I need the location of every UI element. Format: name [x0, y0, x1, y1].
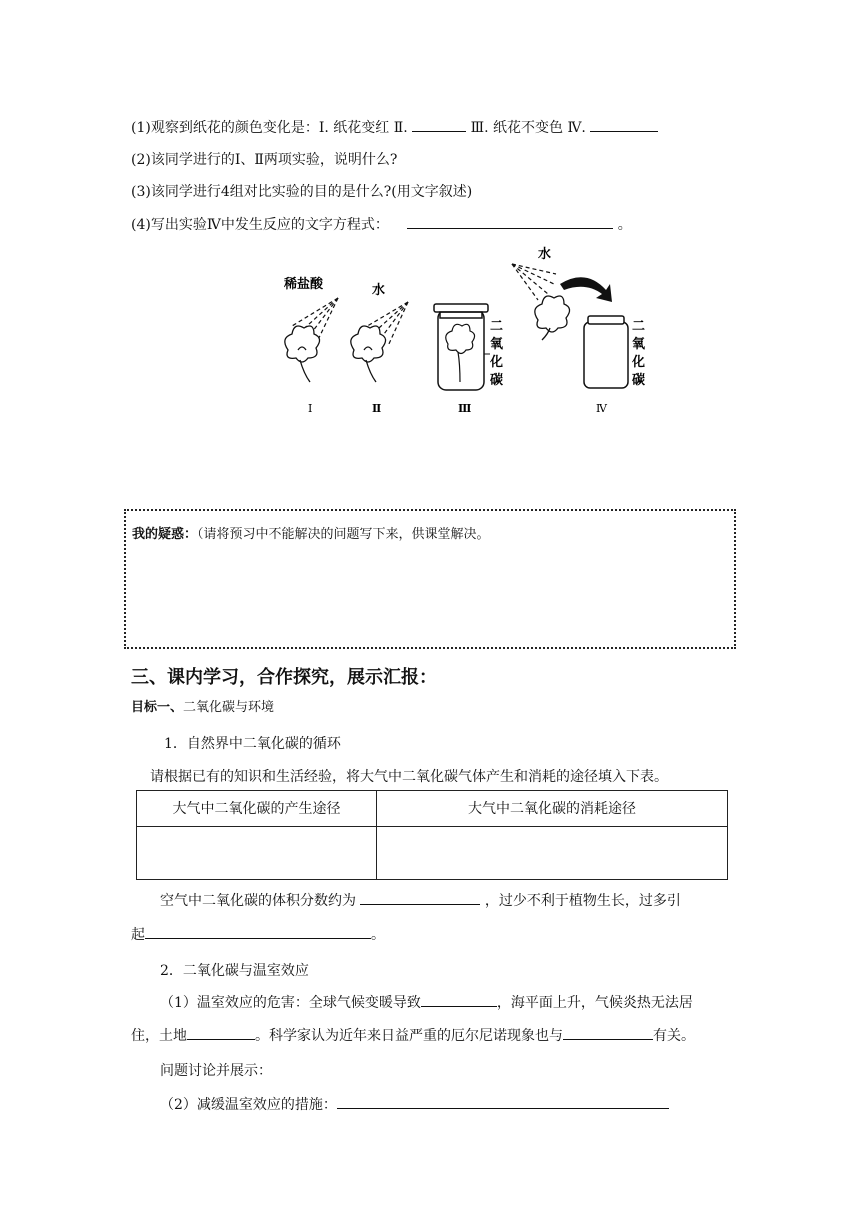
para-text: 起	[131, 927, 145, 943]
goal-label: 目标一、	[131, 700, 184, 715]
gas-char: 二	[490, 319, 504, 334]
measures-line	[160, 1094, 669, 1114]
doubt-title: 我的疑惑：	[132, 527, 198, 542]
answer-blank[interactable]	[412, 117, 466, 132]
harm-text: ，海平面上升，气候炎热无法居	[496, 995, 693, 1011]
paper-flower-4	[535, 296, 570, 340]
answer-blank[interactable]	[360, 890, 480, 905]
label-water-1: 水	[372, 283, 386, 298]
doubt-text: （请将预习中不能解决的问题写下来，供课堂解决。	[197, 527, 490, 542]
question-1-text-a: (1)观察到纸花的颜色变化是：Ⅰ. 纸花变红 Ⅱ.	[131, 120, 408, 136]
answer-blank[interactable]	[337, 1094, 669, 1109]
paper-flower-2	[351, 326, 386, 382]
roman-3: Ⅲ	[458, 402, 472, 415]
roman-4: Ⅳ	[596, 402, 607, 415]
para-1-line-1	[160, 890, 681, 910]
gas-char: 碳	[632, 373, 646, 388]
paper-flower-1	[285, 326, 320, 382]
discussion: 问题讨论并展示：	[160, 1063, 272, 1079]
harm-text: （1）温室效应的危害：全球气候变暖导致	[160, 995, 421, 1011]
doubt-line	[132, 523, 490, 542]
answer-blank[interactable]	[421, 992, 497, 1007]
answer-blank[interactable]	[563, 1025, 653, 1040]
para-text: ，过少不利于植物生长，过多引	[484, 893, 681, 909]
table-header-produce: 大气中二氧化碳的产生途径	[137, 791, 377, 827]
harm-text: 。科学家认为近年来日益严重的厄尔尼诺现象也与	[255, 1028, 563, 1044]
question-3: (3)该同学进行4组对比实验的目的是什么?(用文字叙述)	[131, 184, 473, 200]
goal-text: 二氧化碳与环境	[183, 700, 275, 715]
harm-line-1	[160, 992, 693, 1012]
question-1	[131, 117, 658, 137]
co2-table	[136, 790, 728, 880]
para-text: 。	[371, 927, 385, 943]
para-text: 空气中二氧化碳的体积分数约为	[160, 893, 356, 909]
gas-jar-2	[584, 316, 628, 388]
answer-blank[interactable]	[407, 214, 613, 229]
label-acid: 稀盐酸	[284, 277, 324, 292]
harm-line-2	[131, 1025, 695, 1045]
gas-label-1	[489, 319, 504, 388]
label-water-2: 水	[538, 247, 552, 262]
gas-char: 化	[632, 355, 646, 370]
item-2: 2．二氧化碳与温室效应	[160, 963, 309, 979]
gas-char: 化	[490, 355, 504, 370]
gas-char: 二	[632, 319, 646, 334]
table-header-consume: 大气中二氧化碳的消耗途径	[377, 791, 727, 827]
harm-text: 有关。	[653, 1028, 695, 1044]
experiment-figure	[268, 240, 658, 430]
answer-blank[interactable]	[187, 1025, 255, 1040]
measures-text: （2）减缓温室效应的措施：	[160, 1097, 337, 1113]
roman-1: Ⅰ	[308, 402, 313, 415]
spray-lines-3	[512, 264, 556, 300]
table-cell-produce[interactable]	[137, 827, 377, 879]
question-4-end: 。	[617, 217, 632, 233]
goal-one	[131, 696, 274, 715]
arrow-icon	[560, 277, 612, 302]
answer-blank[interactable]	[590, 117, 658, 132]
para-1-line-2	[131, 924, 385, 944]
table-instruction: 请根据已有的知识和生活经验，将大气中二氧化碳气体产生和消耗的途径填入下表。	[150, 769, 668, 785]
answer-blank[interactable]	[145, 924, 371, 939]
question-4-text: (4)写出实验Ⅳ中发生反应的文字方程式：	[131, 217, 389, 233]
doubt-box[interactable]	[124, 509, 736, 649]
item-1: 1．自然界中二氧化碳的循环	[164, 736, 341, 752]
question-1-text-b: Ⅲ. 纸花不变色 Ⅳ.	[470, 120, 586, 136]
section-heading: 三、课内学习，合作探究，展示汇报：	[131, 667, 437, 688]
question-2: (2)该同学进行的Ⅰ、Ⅱ两项实验，说明什么?	[131, 152, 398, 168]
gas-char: 氧	[490, 337, 504, 352]
gas-char: 氧	[632, 337, 646, 352]
question-4	[131, 214, 632, 234]
table-cell-consume[interactable]	[377, 827, 727, 879]
gas-label-2	[631, 319, 646, 388]
harm-text: 住，土地	[131, 1028, 187, 1044]
gas-char: 碳	[490, 373, 504, 388]
roman-2: Ⅱ	[372, 402, 382, 415]
